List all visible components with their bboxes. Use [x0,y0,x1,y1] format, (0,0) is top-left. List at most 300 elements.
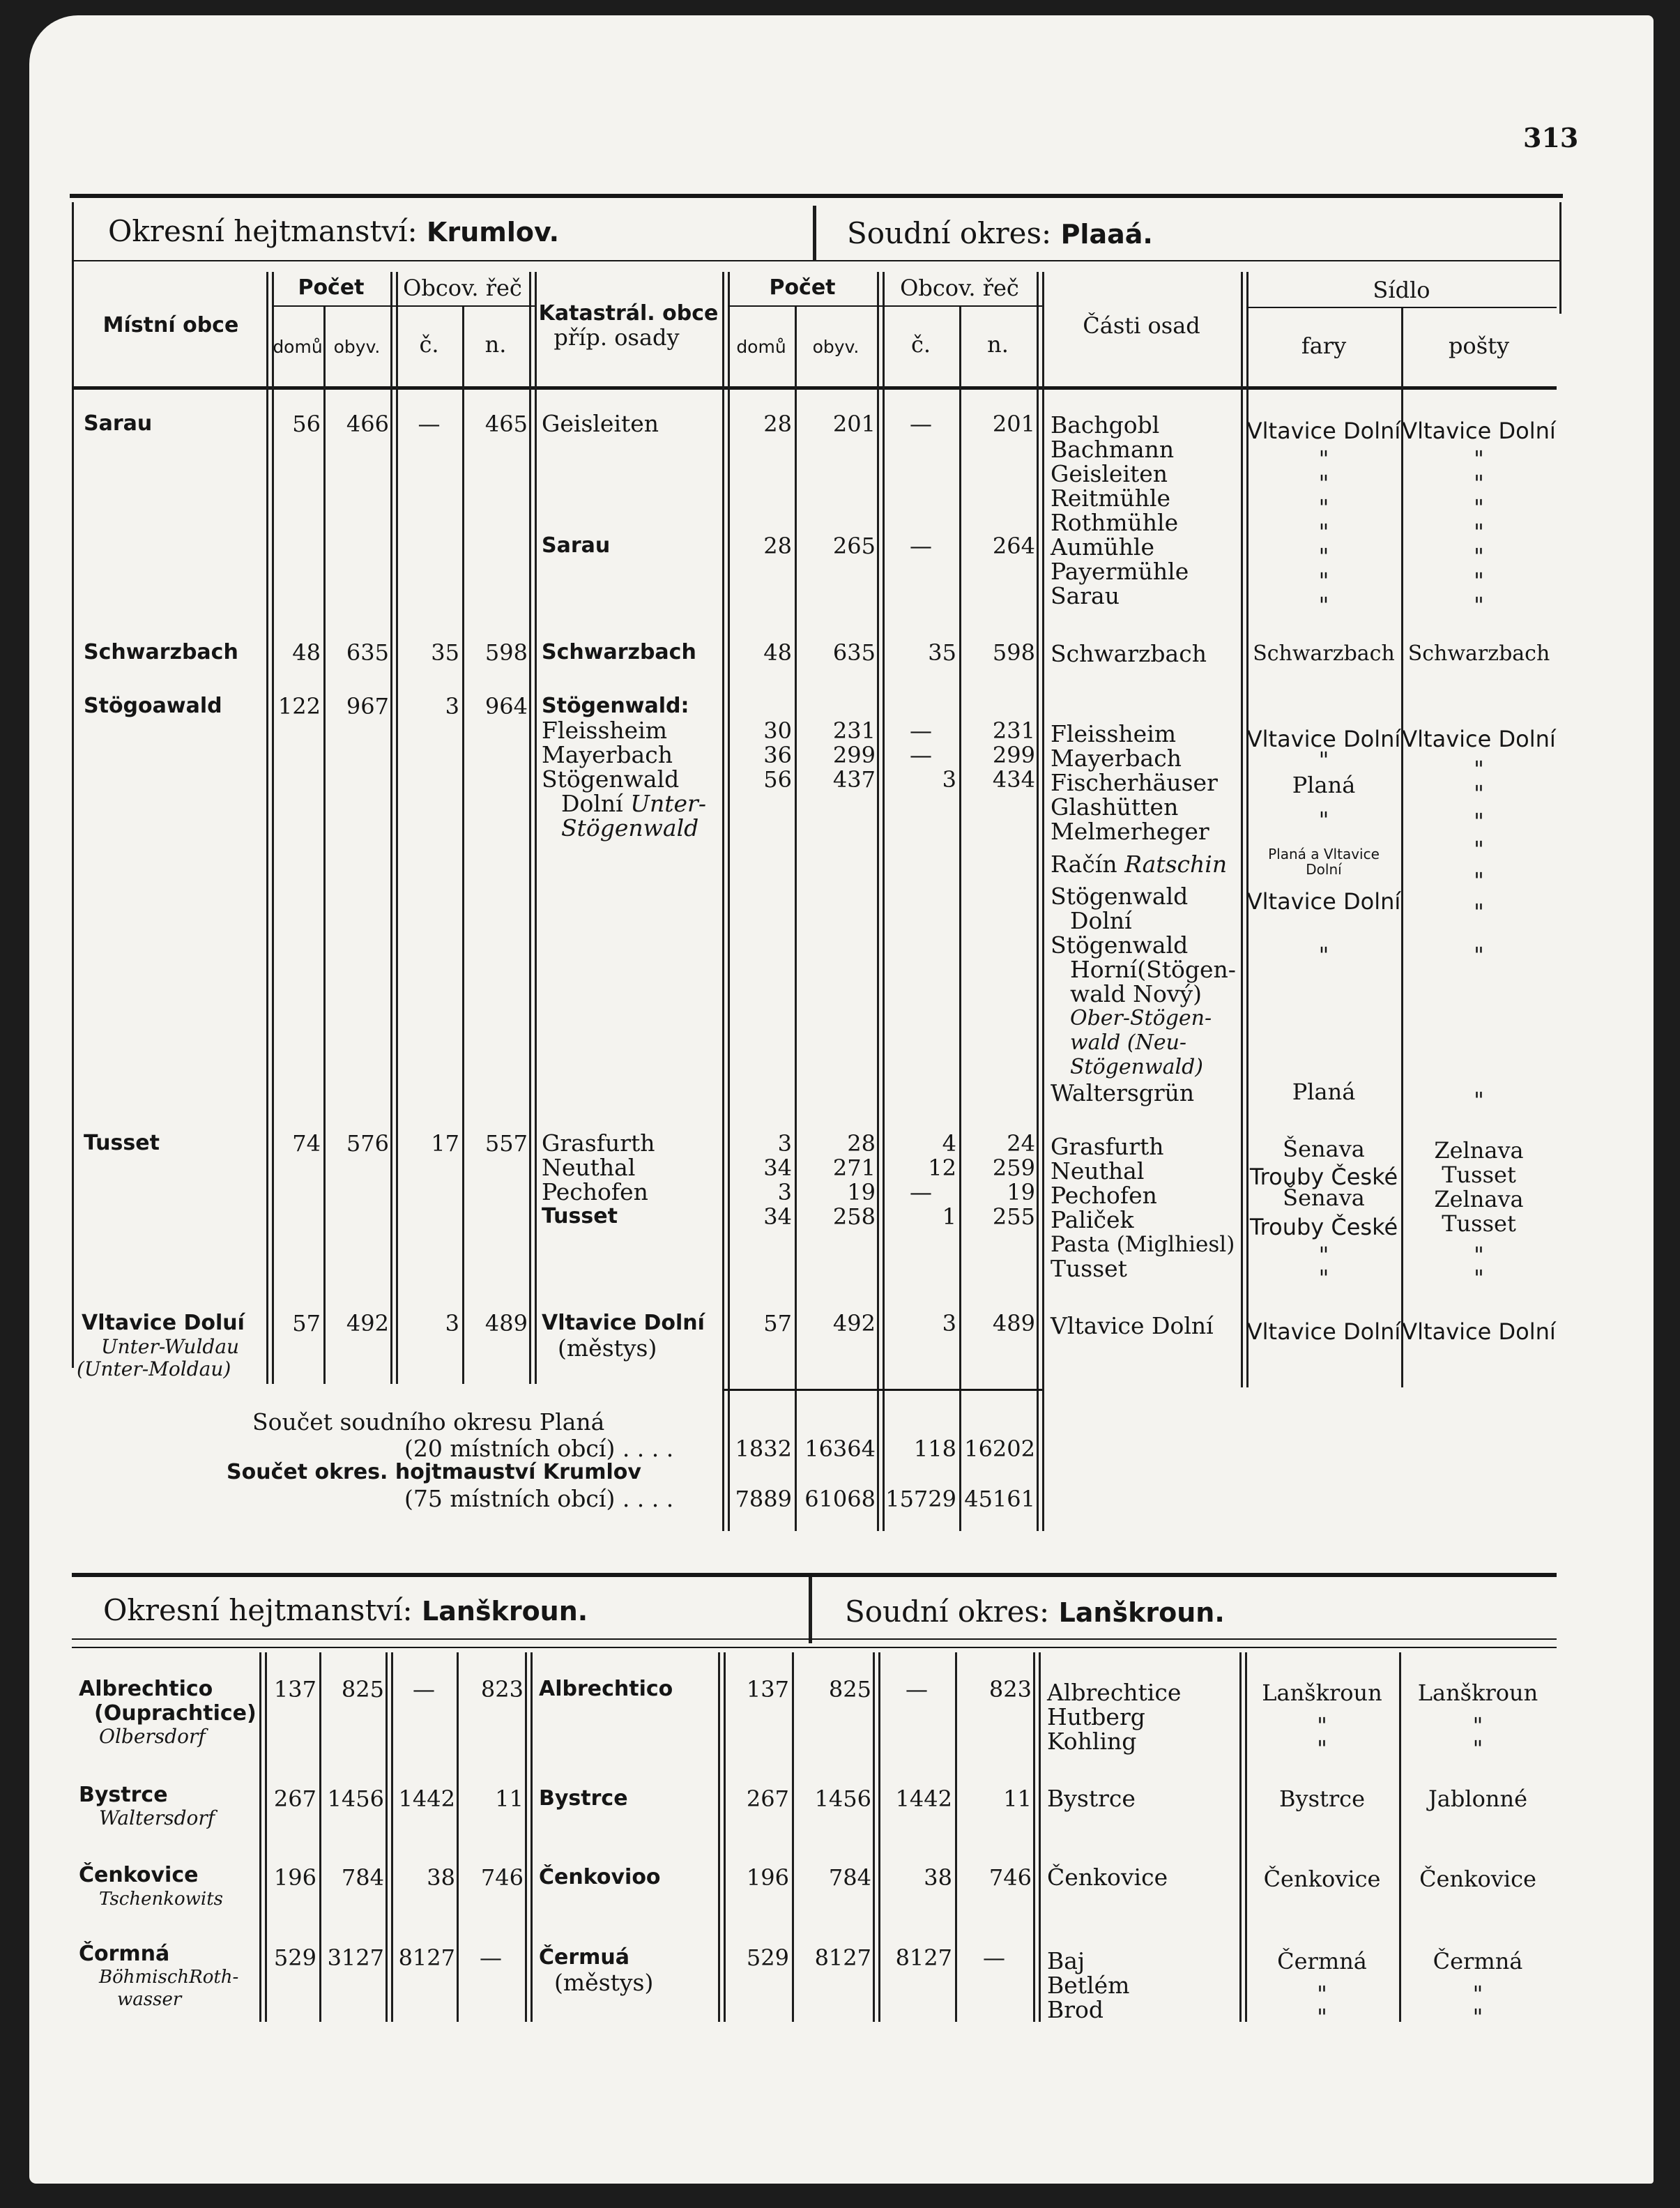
stog-part-13: Stögenwald) [1070,1055,1204,1079]
s2-col-11 [1239,1652,1242,2022]
tusset-k4-domu: 34 [763,1203,792,1230]
tusset-k3-n: 19 [1007,1179,1035,1205]
obec-cermna-de1: BöhmischRoth- [99,1967,239,1988]
sarau-part-5: Aumühle [1051,533,1154,561]
schwarzbach-fara: Schwarzbach [1253,641,1395,666]
bystrce-n: 11 [495,1786,524,1812]
pocet-rule-2 [728,305,1042,307]
obec-albrechtice-de: Olbersdorf [99,1725,206,1748]
cermna-k1-c: 8127 [895,1944,952,1971]
totals-okres-obyv: 61068 [804,1486,876,1512]
vltavice-n: 489 [484,1310,528,1337]
obec-sarau: Sarau [84,411,153,436]
tusset-part-0: Grasfurth [1051,1133,1164,1160]
tusset-k1: Grasfurth [542,1129,655,1157]
stog-part-12: wald (Neu- [1070,1030,1187,1055]
stogenwald-obyv: 967 [346,693,389,719]
cermna-ditto-p2: " [1472,2004,1483,2030]
sarau-posta: Vltavice Dolní [1402,418,1556,444]
col-katastral-2: příp. osady [553,324,680,351]
sarau-ditto-f3: " [1318,494,1329,521]
albrechtice-part-0: Albrechtice [1047,1679,1182,1706]
vltavice-part: Vltavice Dolní [1051,1312,1214,1339]
col-obcov-rec: Obcov. řeč [403,275,522,301]
bystrce-posta: Jablonné [1428,1786,1528,1812]
col-pocet: Počet [298,275,365,300]
stog-k1-obyv: 231 [832,717,876,744]
albrechtice-part-1: Hutberg [1047,1703,1145,1730]
cermna-ditto-p1: " [1472,1981,1483,2007]
vltavice-k1-n: 489 [992,1310,1035,1337]
tusset-domu: 74 [292,1130,321,1157]
okres2-name: Lanškroun. [422,1596,588,1627]
s2-col-5 [525,1652,527,2022]
col-pocet-2: Počet [769,275,836,300]
col-obyv: obyv. [333,337,381,357]
bystrce-kat: Bystrce [539,1786,628,1811]
stog-part-2: Fischerhäuser [1051,769,1218,796]
stogenwald-n: 964 [484,693,528,719]
obec-bystrce-de: Waltersdorf [99,1806,215,1829]
col-line-10b [1042,272,1044,1531]
col-line-7 [795,307,797,1531]
cermna-c: 8127 [398,1944,455,1971]
s2-col-10b [1039,1652,1041,2022]
sarau-ditto-f6: " [1318,568,1329,594]
obec-vltavice-de2: (Unter-Moldau) [77,1357,231,1380]
stog-k2-c: — [910,742,932,768]
stog-ditto-p9: " [1474,1087,1484,1113]
cenkovice-domu: 196 [273,1864,316,1891]
tusset-fara-1: Trouby České [1249,1164,1398,1190]
soud-header: Soudní okres: Plaaá. [847,216,1153,250]
okres2-header: Okresní hejtmanství: Lanškroun. [103,1593,588,1627]
tusset-k3: Pechofen [542,1178,648,1205]
tusset-k3-domu: 3 [777,1179,792,1205]
cermna-ditto-f2: " [1317,2004,1327,2030]
albrechtice-fara: Lanškroun [1262,1680,1382,1706]
sarau-k1-domu: 28 [763,411,792,437]
obec-cenkovice: Čenkovice [79,1863,199,1887]
stog-k2-n: 299 [992,742,1035,768]
page-number: 313 [1523,122,1579,153]
obec-albrechtice: Albrechtico [79,1677,213,1701]
cenkovice-n: 746 [480,1864,524,1891]
col-line-1b [272,272,274,1384]
obec-cermna-de2: wasser [117,1989,182,2010]
cermna-domu: 529 [273,1944,316,1971]
stog-k3-obyv: 437 [832,766,876,793]
col-line-6b [728,272,730,1531]
sarau-ditto-p3: " [1474,494,1484,521]
cenkovice-kat: Čenkovioo [539,1865,661,1889]
tusset-ditto-p6: " [1474,1265,1484,1291]
cermna-part-1: Betlém [1047,1972,1130,1999]
sarau-ditto-f5: " [1318,543,1329,570]
tusset-part-3: Paliček [1051,1206,1134,1233]
sarau-ditto-p5: " [1474,543,1484,570]
obec-tusset: Tusset [84,1131,160,1155]
schwarzbach-c: 35 [431,639,459,666]
obec-bystrce: Bystrce [79,1783,168,1807]
tusset-k4-obyv: 258 [832,1203,876,1230]
stog-part-11: Ober-Stögen- [1070,1006,1212,1030]
vltavice-domu: 57 [292,1310,321,1337]
tusset-posta-2: Zelnava [1434,1186,1524,1212]
tusset-part-5: Tusset [1051,1255,1127,1282]
totals-okres-n: 45161 [964,1486,1035,1512]
soud-name: Plaaá. [1060,219,1153,250]
tusset-part-1: Neuthal [1051,1157,1145,1185]
sarau-part-3: Reitmühle [1051,485,1171,512]
stog-k1-n: 231 [992,717,1035,744]
tusset-fara-2: Šenava [1283,1185,1365,1211]
stog-fara-mixed-2: Dolní [1306,861,1342,878]
cenkovice-k1-obyv: 784 [828,1864,871,1891]
sarau-k1-c: — [910,411,932,437]
sidlo-rule [1246,307,1557,308]
col-domu-2: domů [736,337,786,357]
cenkovice-posta: Čenkovice [1419,1866,1536,1892]
sarau-part-4: Rothmühle [1051,509,1179,536]
col-line-5 [529,272,531,1384]
obec-albrechtice-2: (Ouprachtice) [94,1701,257,1726]
totals-line-2: (20 místních obcí) . . . . [404,1435,674,1462]
col-casti-osad: Části osad [1083,312,1200,339]
col-line-1 [266,272,268,1384]
tusset-k2-domu: 34 [763,1155,792,1181]
tusset-posta-0: Zelnava [1434,1137,1524,1164]
tusset-k2: Neuthal [542,1154,636,1181]
schwarzbach-part: Schwarzbach [1051,640,1207,667]
obec-stogenwald: Stögoawald [84,694,222,718]
stogenwald-kat: Stögenwald: [542,694,689,718]
stog-part-8: Stögenwald [1051,931,1189,959]
stog-ditto-p2: " [1474,756,1484,782]
soud2-name: Lanškroun. [1058,1597,1225,1628]
section2-top-rule [72,1573,1557,1577]
cenkovice-k1-n: 746 [988,1864,1032,1891]
schwarzbach-obyv: 635 [346,639,389,666]
tusset-k3-obyv: 19 [847,1179,876,1205]
stog-ditto-f2: " [1318,747,1329,773]
col-c: č. [419,331,439,358]
col-line-8 [877,272,879,1531]
tusset-k4-n: 255 [992,1203,1035,1230]
stog-ditto-p4: " [1474,808,1484,835]
sarau-part-6: Payermühle [1051,558,1189,585]
s2-col-6 [718,1652,720,2022]
cenkovice-part: Čenkovice [1047,1864,1168,1891]
stog-k2-obyv: 299 [832,742,876,768]
sarau-fara: Vltavice Dolní [1246,418,1401,444]
stog-part-1: Mayerbach [1051,745,1182,772]
stog-ditto-p5: " [1474,836,1484,862]
tusset-k4-c: 1 [942,1203,956,1230]
stog-part-14: Waltersgrün [1051,1079,1195,1106]
stog-fara-walt: Planá [1292,1079,1356,1105]
totals-soud-n: 16202 [964,1436,1035,1462]
pocet-rule-1 [272,305,535,307]
tusset-k2-obyv: 271 [832,1155,876,1181]
totals-soud-domu: 1832 [735,1436,792,1462]
totals-soud-obyv: 16364 [804,1436,876,1462]
tusset-posta-1: Tusset [1442,1162,1516,1188]
vltavice-kat-sub: (městys) [558,1334,657,1362]
stog-posta-1: Vltavice Dolní [1402,726,1556,752]
totals-line-1: Součet soudního okresu Planá [252,1408,605,1436]
totals-soud-c: 118 [913,1436,956,1462]
bystrce-fara: Bystrce [1278,1786,1366,1812]
tusset-n: 557 [484,1130,528,1157]
albrechtice-posta: Lanškroun [1417,1680,1538,1706]
col-katastral-1: Katastrál. obce [538,301,719,326]
cenkovice-k1-domu: 196 [746,1864,789,1891]
cenkovice-obyv: 784 [341,1864,384,1891]
stog-k1-domu: 30 [763,717,792,744]
obec-cenkovice-de: Tschenkowits [99,1889,224,1910]
tusset-k1-n: 24 [1007,1130,1035,1157]
sarau-k1-n: 201 [992,411,1035,437]
albrechtice-ditto-f2: " [1317,1735,1327,1762]
sarau-part-7: Sarau [1051,582,1120,609]
sarau-k1-obyv: 201 [832,411,876,437]
col-line-9 [959,307,961,1531]
vltavice-posta: Vltavice Dolní [1402,1318,1556,1345]
sarau-ditto-f7: " [1318,592,1329,618]
stogenwald-k1: Fleissheim [542,717,668,744]
stog-fara-plana: Planá [1292,772,1356,798]
col-line-2 [323,307,326,1384]
cermna-k1-obyv: 8127 [814,1944,871,1971]
totals-line-4: (75 místních obcí) . . . . [404,1485,674,1512]
col-sidlo: Sídlo [1373,277,1430,303]
cermna-fara: Čermná [1277,1948,1367,1974]
albrechtice-k1-obyv: 825 [828,1676,871,1703]
sarau-ditto-p7: " [1474,592,1484,618]
top-thick-rule [70,194,1563,198]
tusset-ditto-f5: " [1318,1242,1329,1268]
cermna-k1-domu: 529 [746,1944,789,1971]
albrechtice-k1-c: — [906,1676,928,1703]
sarau-ditto-f4: " [1318,519,1329,545]
stog-ditto-p3: " [1474,780,1484,807]
stog-ditto-p8: " [1474,942,1484,968]
col-n-2: n. [987,331,1009,358]
stog-k1-c: — [910,717,932,744]
albrechtice-obyv: 825 [341,1676,384,1703]
s2-col-5b [530,1652,533,2022]
tusset-k2-n: 259 [992,1155,1035,1181]
col-line-3b [396,272,398,1384]
totals-okres-domu: 7889 [735,1486,792,1512]
sarau-ditto-p1: " [1474,446,1484,472]
sarau-ditto-p2: " [1474,470,1484,496]
stog-k2-domu: 36 [763,742,792,768]
vltavice-kat: Vltavice Dolní [542,1311,705,1335]
sarau-k2-n: 264 [992,533,1035,559]
stog-k3-c: 3 [942,766,956,793]
stogenwald-k3-sub3: Stögenwald [561,814,699,842]
section2-divider [809,1577,812,1643]
vltavice-k1-obyv: 492 [832,1310,876,1337]
tusset-part-2: Pechofen [1051,1182,1157,1209]
s2-col-10 [1033,1652,1035,2022]
obec-vltavice: Vltavice Doluí [82,1311,245,1335]
bystrce-part: Bystrce [1047,1785,1136,1812]
stog-fara-mixed-1: Planá a Vltavice [1268,846,1380,862]
sarau-ditto-p6: " [1474,568,1484,594]
albrechtice-c: — [413,1676,435,1703]
tusset-posta-3: Tusset [1442,1210,1516,1237]
stogenwald-k2: Mayerbach [542,741,673,768]
stog-part-7: Dolní [1070,907,1132,934]
obec-vltavice-de1: Unter-Wuldau [101,1335,240,1358]
sarau-part-0: Bachgobl [1051,411,1160,439]
tusset-k1-domu: 3 [777,1130,792,1157]
frame-right [1559,202,1561,314]
tusset-k2-c: 12 [928,1155,956,1181]
cermna-k1-n: — [983,1944,1005,1971]
albrechtice-ditto-p2: " [1472,1735,1483,1762]
bystrce-k1-domu: 267 [746,1786,789,1812]
bystrce-domu: 267 [273,1786,316,1812]
col-line-5b [535,272,537,1384]
vltavice-fara: Vltavice Dolní [1246,1318,1401,1345]
albrechtice-n: 823 [480,1676,524,1703]
cermna-ditto-f1: " [1317,1981,1327,2007]
stog-k3-domu: 56 [763,766,792,793]
vltavice-k1-c: 3 [942,1310,956,1337]
col-posty: pošty [1448,333,1510,359]
cenkovice-fara: Čenkovice [1263,1866,1381,1892]
stog-part-6: Stögenwald [1051,883,1189,910]
stog-fara-1: Vltavice Dolní [1246,726,1401,752]
s2-col-8 [873,1652,875,2022]
cermna-obyv: 3127 [327,1944,384,1971]
stog-fara-stog: Vltavice Dolní [1246,888,1401,915]
stog-part-4: Melmerheger [1051,818,1209,845]
bystrce-obyv: 1456 [327,1786,384,1812]
col-obyv-2: obyv. [812,337,860,357]
tusset-ditto-f6: " [1318,1265,1329,1291]
bystrce-k1-obyv: 1456 [814,1786,871,1812]
sarau-k2-c: — [910,533,932,559]
schwarzbach-n: 598 [484,639,528,666]
stog-part-3: Glashütten [1051,793,1179,821]
stog-ditto-f4: " [1318,807,1329,833]
cermna-part-2: Brod [1047,1996,1104,2023]
soud2-header: Soudní okres: Lanškroun. [845,1594,1225,1629]
okres-header: Okresní hejtmanství: Krumlov. [108,214,560,248]
totals-line-3: Součet okres. hojtmauství Krumlov [227,1460,641,1484]
sarau-n: 465 [484,411,528,437]
stog-ditto-p7: " [1474,899,1484,925]
stog-ditto-f7: " [1318,942,1329,968]
section2-header-rule-2 [72,1647,1557,1648]
bystrce-c: 1442 [398,1786,455,1812]
sarau-ditto-f2: " [1318,470,1329,496]
schwarzbach-posta: Schwarzbach [1407,641,1550,666]
col-c-2: č. [910,331,931,358]
schwarzbach-k1-n: 598 [992,639,1035,666]
tusset-k3-c: — [910,1179,932,1205]
sarau-ditto-p4: " [1474,519,1484,545]
schwarzbach-domu: 48 [292,639,321,666]
cermna-posta: Čermná [1433,1948,1523,1974]
tusset-c: 17 [431,1130,459,1157]
stogenwald-domu: 122 [277,693,321,719]
sarau-ditto-f1: " [1318,446,1329,472]
cenkovice-c: 38 [427,1864,455,1891]
stogenwald-k3: Stögenwald [542,766,680,793]
cenkovice-k1-c: 38 [924,1864,952,1891]
stogenwald-k3-sub: Dolní Unter- [561,790,706,817]
vltavice-c: 3 [445,1310,459,1337]
s2-col-1 [259,1652,261,2022]
albrechtice-k1-domu: 137 [746,1676,789,1703]
col-mistni-obce: Místní obce [102,313,239,337]
schwarzbach-k1-domu: 48 [763,639,792,666]
schwarzbach-k1-c: 35 [928,639,956,666]
cermna-kat: Čermuá [539,1945,630,1970]
tusset-fara-0: Šenava [1283,1136,1365,1162]
stog-part-0: Fleissheim [1051,720,1177,747]
albrechtice-kat: Albrechtico [539,1677,673,1701]
albrechtice-domu: 137 [273,1676,316,1703]
stog-part-5: Račín Ratschin [1051,851,1228,878]
albrechtice-ditto-p1: " [1472,1712,1483,1739]
bystrce-k1-c: 1442 [895,1786,952,1812]
bystrce-k1-n: 11 [1003,1786,1032,1812]
sarau-part-1: Bachmann [1051,436,1175,463]
sarau-k2-obyv: 265 [832,533,876,559]
section2-header-rule [72,1638,1557,1640]
stog-part-9: Horní(Stögen- [1070,956,1236,983]
tusset-fara-3: Trouby České [1249,1214,1398,1240]
col-obcov-rec-2: Obcov. řeč [900,275,1019,301]
tusset-k1-c: 4 [942,1130,956,1157]
sarau-part-2: Geisleiten [1051,460,1168,487]
tusset-ditto-p5: " [1474,1242,1484,1268]
frame-left [72,202,74,1368]
col-fary: fary [1301,333,1347,359]
tusset-part-4: Pasta (Miglhiesl) [1051,1232,1235,1257]
sarau-kat-1: Geisleiten [542,410,659,437]
tusset-obyv: 576 [346,1130,389,1157]
cermna-n: — [480,1944,502,1971]
cermna-kat-sub: (městys) [554,1969,654,1996]
col-line-11 [1241,272,1243,1387]
vltavice-k1-domu: 57 [763,1310,792,1337]
s2-col-3 [385,1652,388,2022]
col-line-8b [883,272,885,1531]
totals-okres-c: 15729 [885,1486,956,1512]
obec-cermna: Čormná [79,1942,170,1966]
schwarzbach-kat: Schwarzbach [542,640,696,664]
header-bottom-thick [72,386,1557,390]
sarau-obyv: 466 [346,411,389,437]
col-n: n. [484,331,507,358]
col-line-10 [1037,272,1039,1531]
sarau-c: — [418,411,441,437]
albrechtice-ditto-f1: " [1317,1712,1327,1739]
totals-rule [722,1389,1042,1391]
tusset-k4: Tusset [542,1204,618,1228]
tusset-k1-obyv: 28 [847,1130,876,1157]
stog-ditto-p6: " [1474,867,1484,894]
cermna-part-0: Baj [1047,1947,1085,1974]
